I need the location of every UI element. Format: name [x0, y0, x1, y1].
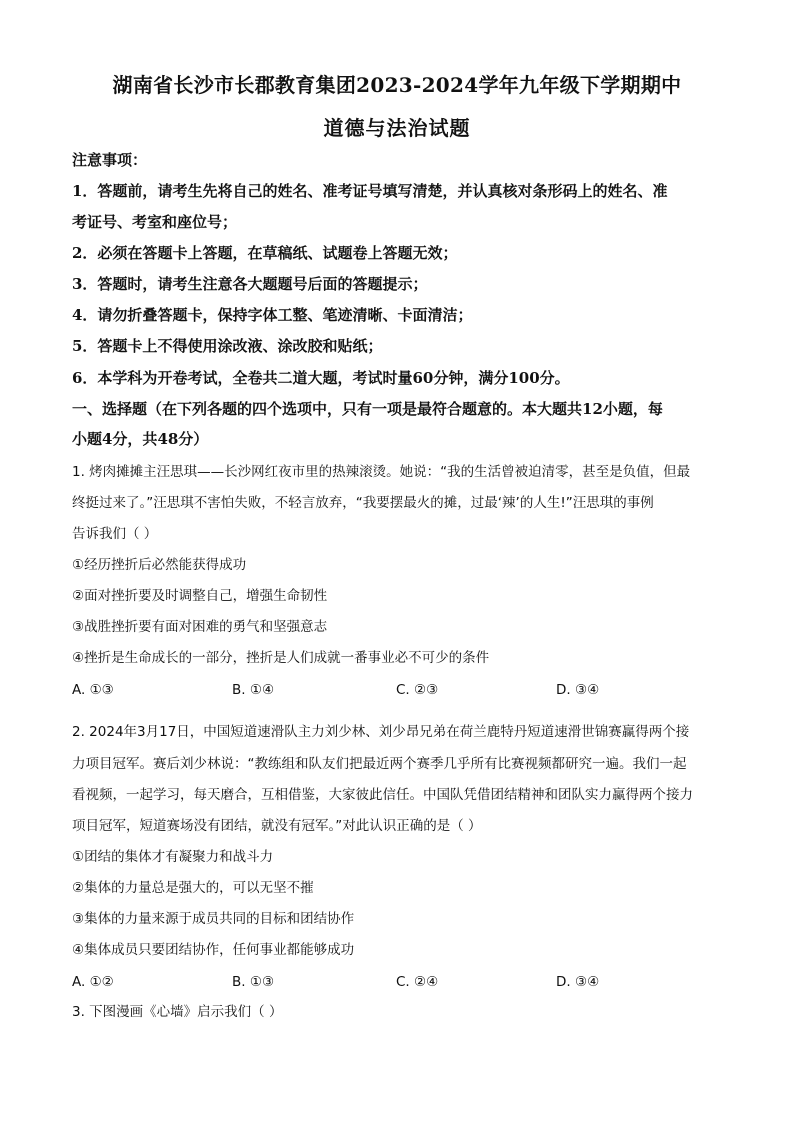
question-statement: ④挫折是生命成长的一部分，挫折是人们成就一番事业必不可少的条件 — [72, 650, 490, 666]
notice-line: 2．必须在答题卡上答题，在草稿纸、试题卷上答题无效； — [72, 244, 458, 262]
question-stem: 看视频，一起学习，每天磨合，互相借鉴，大家彼此信任。中国队凭借团结精神和团队实力赢得两个接力 — [72, 787, 693, 803]
option-b: B. ①④ — [232, 682, 275, 698]
question-statement: ②集体的力量总是强大的，可以无坚不摧 — [72, 880, 314, 896]
option-a: A. ①② — [72, 974, 114, 990]
question-stem: 3. 下图漫画《心墙》启示我们（ ） — [72, 1004, 283, 1020]
option-d: D. ③④ — [556, 682, 600, 698]
option-d: D. ③④ — [556, 974, 600, 990]
option-c: C. ②③ — [396, 682, 439, 698]
question-stem: 终挺过来了。”汪思琪不害怕失败，不轻言放弃，“我要摆最火的摊，过最‘辣’的人生!”汪思琪的事例 — [72, 495, 654, 511]
answer-options — [72, 972, 722, 992]
question-stem: 2. 2024年3月17日，中国短道速滑队主力刘少林、刘少昂兄弟在荷兰鹿特丹短道速滑世锦赛赢得两个接 — [72, 724, 690, 740]
notice-line: 4．请勿折叠答题卡，保持字体工整、笔迹清晰、卡面清洁； — [72, 306, 473, 324]
option-b: B. ①③ — [232, 974, 275, 990]
exam-title: 湖南省长沙市长郡教育集团2023-2024学年九年级下学期期中 — [112, 73, 682, 97]
notice-line: 考证号、考室和座位号； — [72, 213, 238, 231]
notice-line: 1．答题前，请考生先将自己的姓名、准考证号填写清楚，并认真核对条形码上的姓名、准 — [72, 182, 668, 200]
section-heading: 小题4分，共48分） — [72, 430, 209, 448]
question-statement: ②面对挫折要及时调整自己，增强生命韧性 — [72, 588, 328, 604]
question-stem: 力项目冠军。赛后刘少林说：“教练组和队友们把最近两个赛季几乎所有比赛视频都研究一遍。我们一起 — [72, 756, 687, 772]
question-stem: 项目冠军，短道赛场没有团结，就没有冠军。”对此认识正确的是（ ） — [72, 818, 482, 834]
question-statement: ③战胜挫折要有面对困难的勇气和坚强意志 — [72, 619, 328, 635]
notice-heading: 注意事项： — [72, 151, 148, 169]
notice-line: 6．本学科为开卷考试，全卷共二道大题，考试时量60分钟，满分100分。 — [72, 369, 570, 387]
question-stem: 告诉我们（ ） — [72, 526, 158, 542]
option-c: C. ②④ — [396, 974, 439, 990]
question-statement: ①经历挫折后必然能获得成功 — [72, 557, 247, 573]
question-statement: ①团结的集体才有凝聚力和战斗力 — [72, 849, 274, 865]
answer-options — [72, 680, 722, 700]
question-statement: ③集体的力量来源于成员共同的目标和团结协作 — [72, 911, 355, 927]
section-heading: 一、选择题（在下列各题的四个选项中，只有一项是最符合题意的。本大题共12小题，每 — [72, 400, 663, 418]
question-stem: 1. 烤肉摊摊主汪思琪——长沙网红夜市里的热辣滚烫。她说：“我的生活曾被迫清零，甚至是负值，但最 — [72, 464, 691, 480]
notice-line: 3．答题时，请考生注意各大题题号后面的答题提示； — [72, 275, 428, 293]
option-a: A. ①③ — [72, 682, 114, 698]
question-statement: ④集体成员只要团结协作，任何事业都能够成功 — [72, 942, 355, 958]
notice-line: 5．答题卡上不得使用涂改液、涂改胶和贴纸； — [72, 337, 383, 355]
exam-subject-title: 道德与法治试题 — [323, 116, 471, 140]
